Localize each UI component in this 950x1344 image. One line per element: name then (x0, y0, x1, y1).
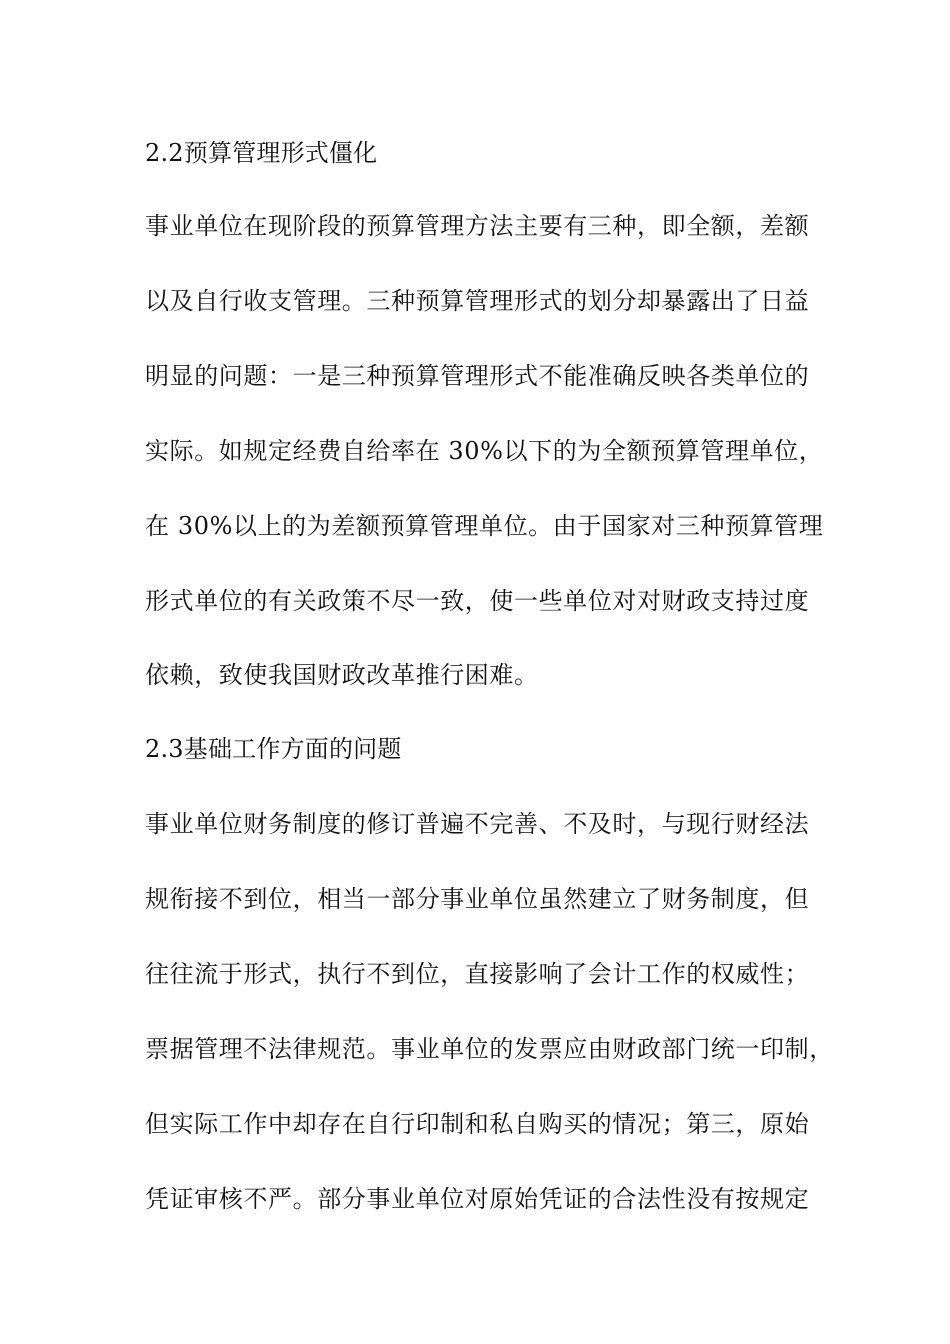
paragraph-line: 依赖，致使我国财政改革推行困难。 (145, 661, 539, 689)
paragraph-line: 明显的问题：一是三种预算管理形式不能准确反映各类单位的 (145, 362, 810, 390)
paragraph-line: 以及自行收支管理。三种预算管理形式的划分却暴露出了日益 (145, 287, 810, 315)
paragraph-line: 事业单位在现阶段的预算管理方法主要有三种，即全额，差额 (145, 212, 810, 240)
paragraph-line: 在 30%以上的为差额预算管理单位。由于国家对三种预算管理 (145, 512, 824, 540)
paragraph-line: 但实际工作中却存在自行印制和私自购买的情况；第三，原始 (145, 1110, 810, 1138)
paragraph-line: 形式单位的有关政策不尽一致，使一些单位对对财政支持过度 (145, 587, 810, 615)
section-heading-2-3: 2.3基础工作方面的问题 (145, 735, 402, 763)
section-heading-2-2: 2.2预算管理形式僵化 (145, 139, 378, 167)
paragraph-line: 事业单位财务制度的修订普遍不完善、不及时，与现行财经法 (145, 810, 810, 838)
paragraph-line: 凭证审核不严。部分事业单位对原始凭证的合法性没有按规定 (145, 1185, 810, 1213)
paragraph-line: 实际。如规定经费自给率在 30%以下的为全额预算管理单位， (145, 437, 824, 465)
paragraph-line: 规衔接不到位，相当一部分事业单位虽然建立了财务制度，但 (145, 885, 810, 913)
paragraph-line: 往往流于形式，执行不到位，直接影响了会计工作的权威性； (145, 960, 810, 988)
paragraph-line: 票据管理不法律规范。事业单位的发票应由财政部门统一印制， (145, 1035, 834, 1063)
